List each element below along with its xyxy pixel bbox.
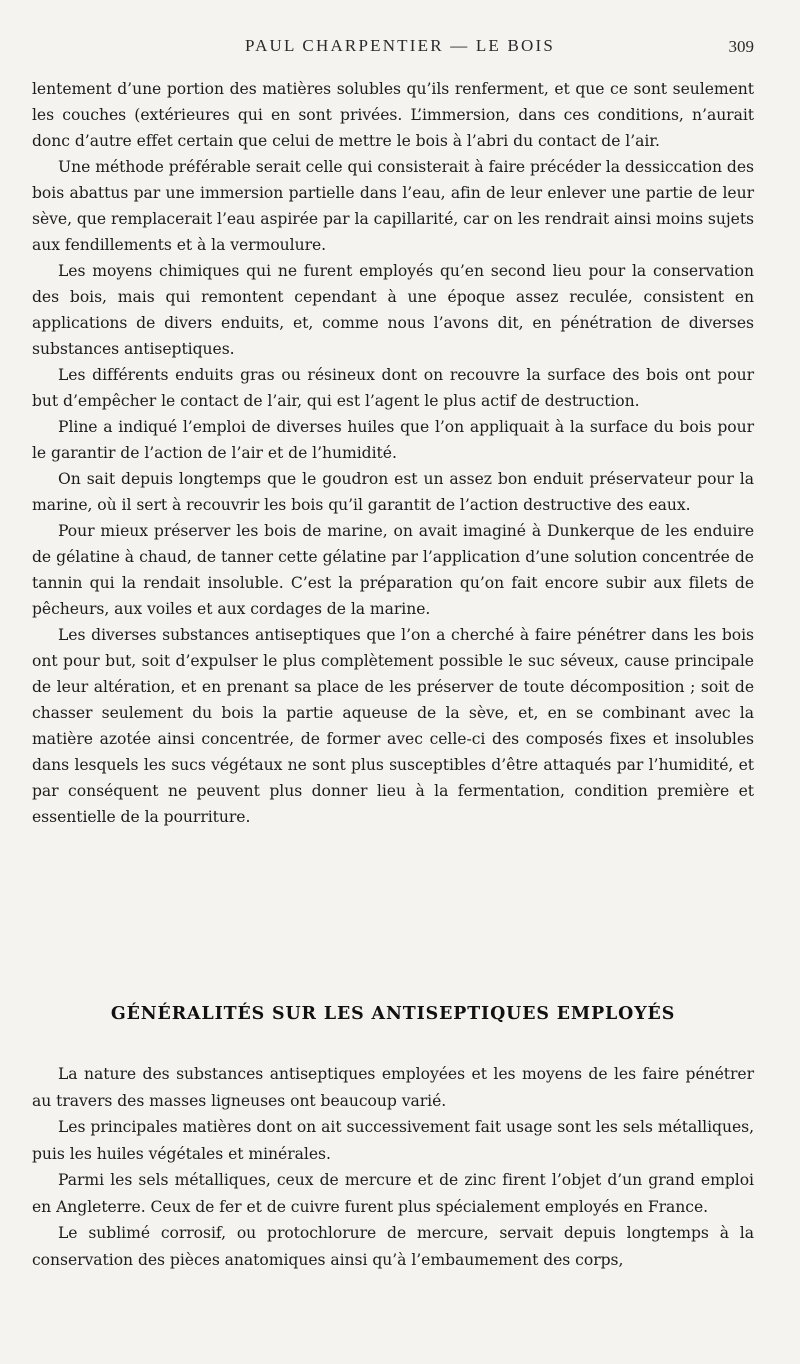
paragraph: La nature des substances antiseptiques employées et les moyens de les faire pénétrer au travers des masses ligneuses ont beaucoup varié. [32,1065,754,1110]
paragraph: Les différents enduits gras ou résineux dont on recouvre la surface des bois ont pour but d’empêcher le contact de l’air, qui est l’agent le plus actif de destruction. [32,366,754,410]
body-text-section-two [32,1061,754,1273]
running-head [0,36,800,60]
body-text-section-one [32,76,754,830]
paragraph: Une méthode préférable serait celle qui consisterait à faire précéder la dessiccation des bois abattus par une immersion partielle dans l’eau, afin de leur enlever une partie de leur sève, que remplacerait l’eau aspirée par la capillarité, car on les rendrait ainsi moins sujets aux fendillements et à la vermoulure. [32,158,754,254]
section-heading: GÉNÉRALITÉS SUR LES ANTISEPTIQUES EMPLOYÉS [110,1004,676,1024]
paragraph: Pline a indiqué l’emploi de diverses huiles que l’on appliquait à la surface du bois pour le garantir de l’action de l’air et de l’humidité. [32,418,754,462]
paragraph: Pour mieux préserver les bois de marine, on avait imaginé à Dunkerque de les enduire de gélatine à chaud, de tanner cette gélatine par l’application d’une solution concentrée de tannin qui la rendait insoluble. C’est la préparation qu’on fait encore subir aux filets de pêcheurs, aux voiles et aux cordages de la marine. [32,522,754,618]
paragraph: Parmi les sels métalliques, ceux de mercure et de zinc firent l’objet d’un grand emploi en Angleterre. Ceux de fer et de cuivre furent plus spécialement employés en France. [32,1171,754,1216]
paragraph: Le sublimé corrosif, ou protochlorure de mercure, servait depuis longtemps à la conservation des pièces anatomiques ainsi qu’à l’embaumement des corps, [32,1224,754,1269]
paragraph: Les moyens chimiques qui ne furent employés qu’en second lieu pour la conservation des bois, mais qui remontent cependant à une époque assez reculée, consistent en applications de divers enduits, et, comme nous l’avons dit, en pénétration de diverses substances antiseptiques. [32,262,754,358]
running-title: PAUL CHARPENTIER — LE BOIS [244,36,556,55]
paragraph: Les principales matières dont on ait successivement fait usage sont les sels métalliques, puis les huiles végétales et minérales. [32,1118,754,1163]
paragraph: Les diverses substances antiseptiques que l’on a cherché à faire pénétrer dans les bois ont pour but, soit d’expulser le plus complètement possible le suc séveux, cause principale de leur altération, et en prenant sa place de les préserver de toute décomposition ; soit de chasser seulement du bois la partie aqueuse de la sève, et, en se combinant avec la matière azotée ainsi concentrée, de former avec celle-ci des composés fixes et insolubles dans lesquels les sucs végétaux ne sont plus susceptibles d’être attaqués par l’humidité, et par conséquent ne peuvent plus donner lieu à la fermentation, condition première et essentielle de la pourriture. [32,626,754,826]
page-number: 309 [728,37,754,56]
paragraph: lentement d’une portion des matières solubles qu’ils renferment, et que ce sont seulement les couches (extérieures qui en sont privées. L’immersion, dans ces conditions, n’aurait donc d’autre effet certain que celui de mettre le bois à l’abri du contact de l’air. [32,80,754,150]
paragraph: On sait depuis longtemps que le goudron est un assez bon enduit préservateur pour la marine, où il sert à recouvrir les bois qu’il garantit de l’action destructive des eaux. [32,470,754,514]
